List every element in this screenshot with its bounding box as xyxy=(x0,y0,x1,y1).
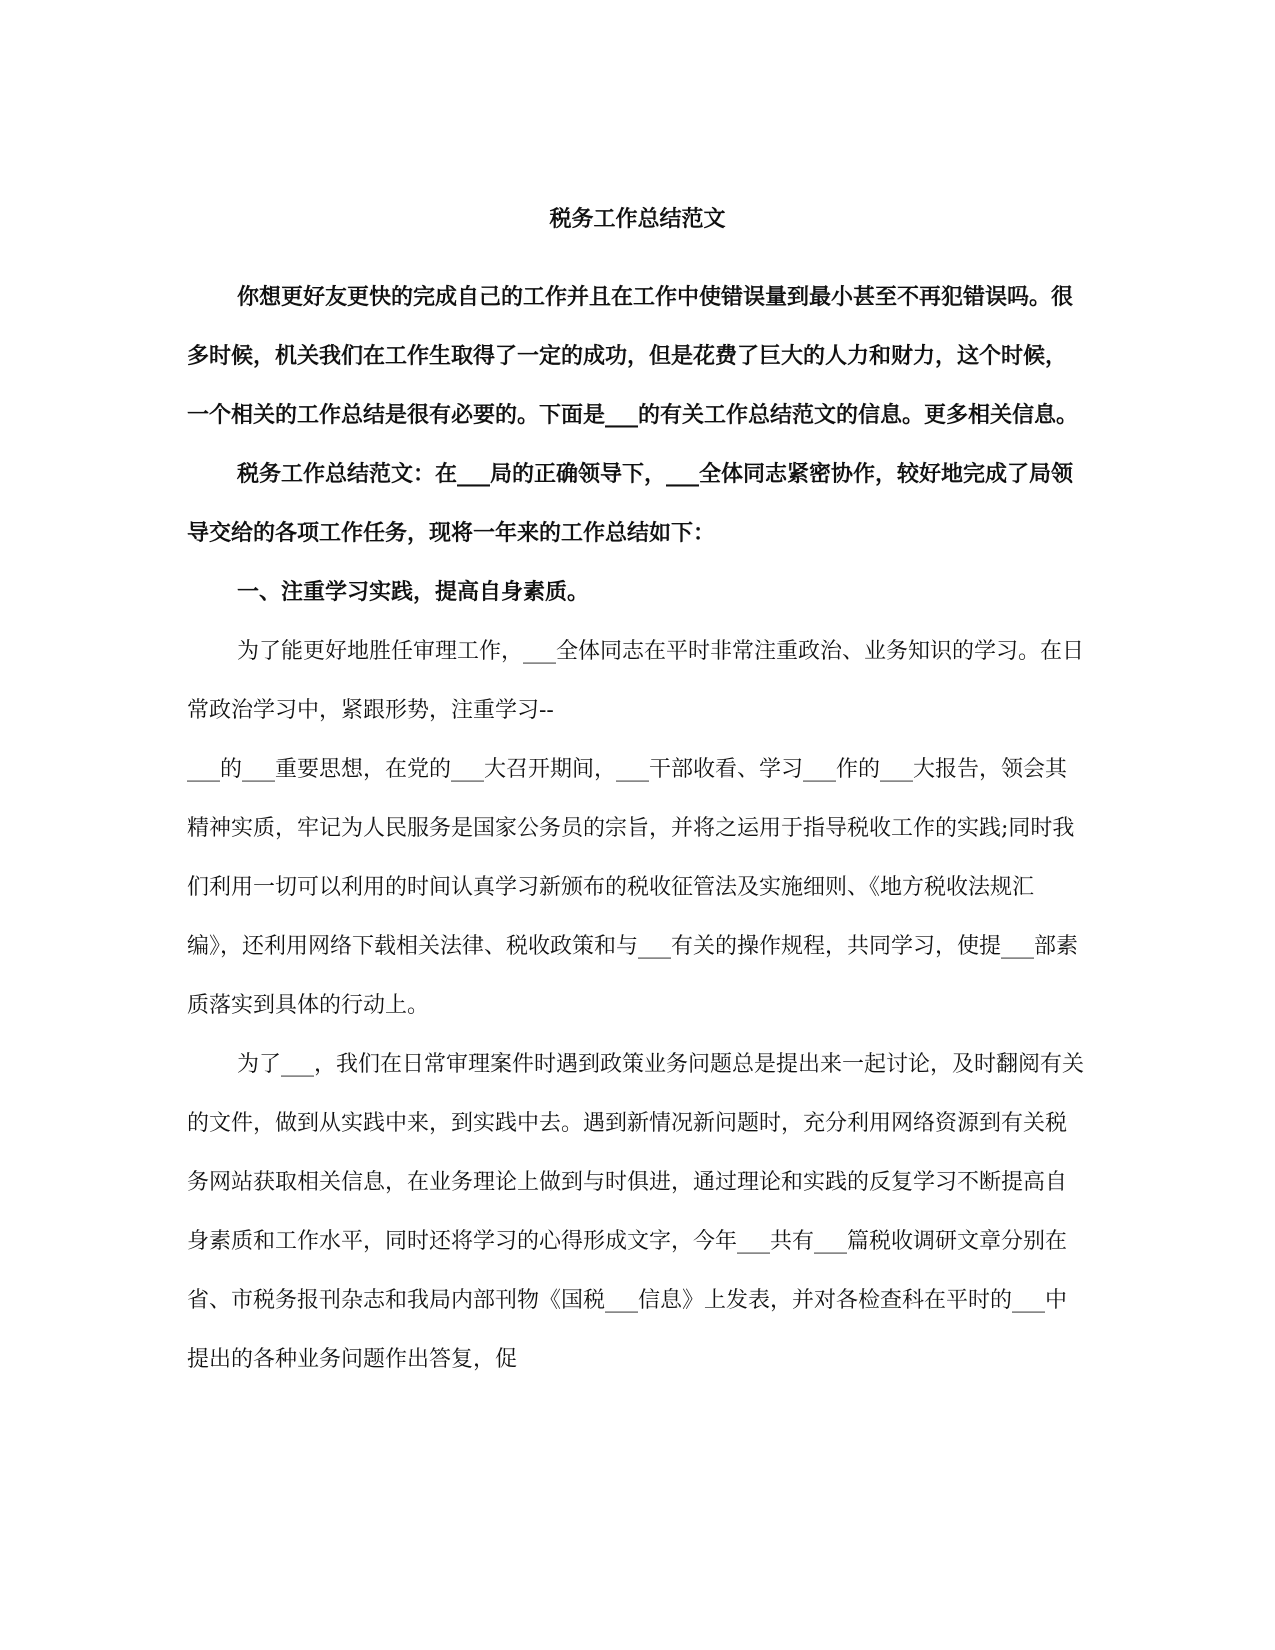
document-body xyxy=(187,268,1087,1389)
summary-opening-paragraph: 税务工作总结范文：在___局的正确领导下，___全体同志紧密协作，较好地完成了局领导交给的各项工作任务，现将一年来的工作总结如下： xyxy=(187,461,1074,546)
document-title: 税务工作总结范文 xyxy=(549,206,726,232)
intro-paragraph: 你想更好友更快的完成自己的工作并且在工作中使错误量到最小甚至不再犯错误吗。很多时候，机关我们在工作生取得了一定的成功，但是花费了巨大的人力和财力，这个时候，一个相关的工作总结是很有必要的。下面是___的有关工作总结范文的信息。更多相关信息。 xyxy=(187,284,1079,428)
study-paragraph: 为了能更好地胜任审理工作，___全体同志在平时非常注重政治、业务知识的学习。在日常政治学习中，紧跟形势，注重学习-- xyxy=(187,639,1085,723)
section-heading: 一、注重学习实践，提高自身素质。 xyxy=(237,579,590,605)
practice-paragraph: 为了___，我们在日常审理案件时遇到政策业务问题总是提出来一起讨论，及时翻阅有关的文件，做到从实践中来，到实践中去。遇到新情况新问题时，充分利用网络资源到有关税务网站获取相关信息，在业务理论上做到与时俱进，通过理论和实践的反复学习不断提高自身素质和工作水平，同时还将学习的心得形成文字，今年___共有___篇税收调研文章分别在省、市税务报刊杂志和我局内部刊物《国税___信息》上发表，并对各检查科在平时的___中提出的各种业务问题作出答复，促 xyxy=(187,1052,1085,1372)
study-continuation-paragraph: ___的___重要思想，在党的___大召开期间，___干部收看、学习___作的___大报告，领会其精神实质，牢记为人民服务是国家公务员的宗旨，并将之运用于指导税收工作的实践;同时我们利用一切可以利用的时间认真学习新颁布的税收征管法及实施细则、《地方税收法规汇编》，还利用网络下载相关法律、税收政策和与___有关的操作规程，共同学习，使提___部素质落实到具体的行动上。 xyxy=(187,757,1079,1018)
